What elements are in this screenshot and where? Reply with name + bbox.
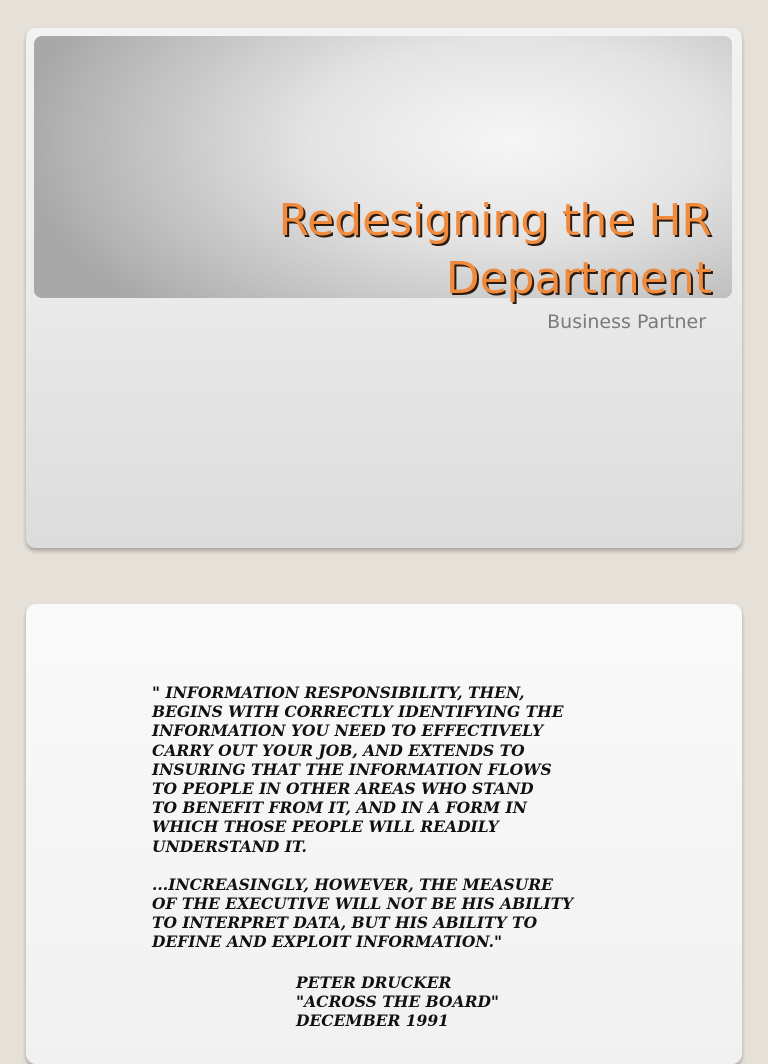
quote-line: ...INCREASINGLY, HOWEVER, THE MEASURE bbox=[152, 874, 553, 894]
quote-attribution bbox=[296, 973, 499, 1031]
quote-line: CARRY OUT YOUR JOB, AND EXTENDS TO bbox=[152, 740, 525, 760]
title-line: Redesigning the HR bbox=[278, 195, 712, 246]
quote-line: " INFORMATION RESPONSIBILITY, THEN, bbox=[152, 683, 525, 702]
quote-line: UNDERSTAND IT. bbox=[152, 836, 307, 856]
paragraph-gap bbox=[152, 856, 672, 875]
quote-line: INSURING THAT THE INFORMATION FLOWS bbox=[152, 759, 552, 779]
attribution-author: PETER DRUCKER bbox=[296, 973, 452, 992]
quote-line: OF THE EXECUTIVE WILL NOT BE HIS ABILITY bbox=[152, 894, 574, 914]
quote-line: INFORMATION YOU NEED TO EFFECTIVELY bbox=[152, 721, 544, 741]
slide-subtitle: Business Partner bbox=[547, 311, 706, 333]
slide-1 bbox=[26, 28, 742, 548]
quote-line: WHICH THOSE PEOPLE WILL READILY bbox=[152, 817, 499, 837]
quote-line: BEGINS WITH CORRECTLY IDENTIFYING THE bbox=[152, 702, 564, 722]
attribution-date: DECEMBER 1991 bbox=[296, 1011, 449, 1031]
quote-line: DEFINE AND EXPLOIT INFORMATION." bbox=[152, 932, 503, 952]
quote-line: TO INTERPRET DATA, BUT HIS ABILITY TO bbox=[152, 913, 538, 933]
attribution-source: "ACROSS THE BOARD" bbox=[296, 992, 499, 1012]
quote-line: TO PEOPLE IN OTHER AREAS WHO STAND bbox=[152, 779, 534, 799]
quote-block bbox=[152, 683, 672, 952]
slide-title bbox=[278, 192, 712, 308]
slide-2 bbox=[26, 604, 742, 1064]
quote-line: TO BENEFIT FROM IT, AND IN A FORM IN bbox=[152, 798, 527, 818]
title-line: Department bbox=[445, 253, 712, 304]
